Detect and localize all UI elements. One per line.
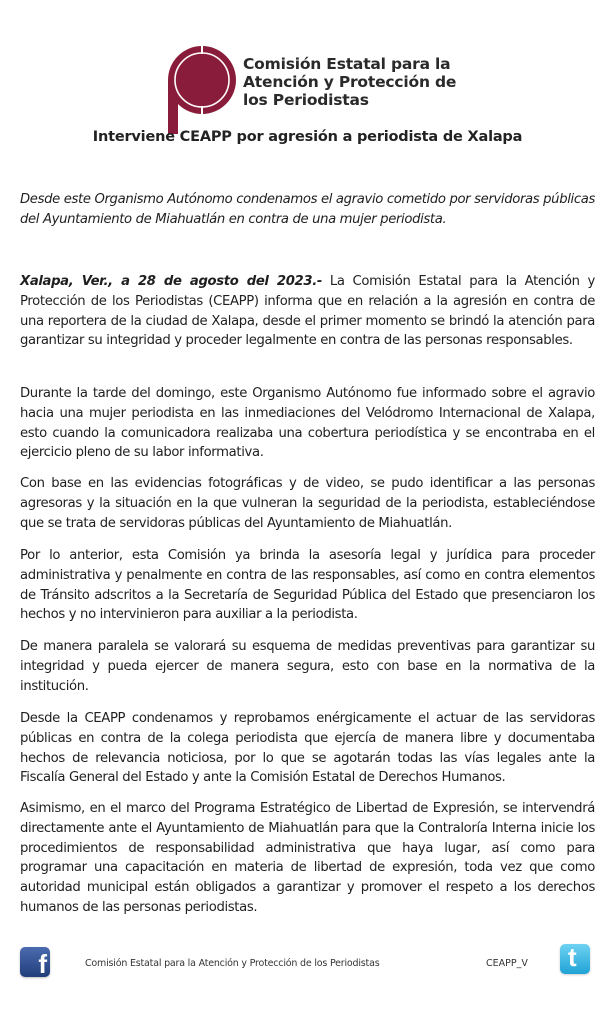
press-release-headline: Interviene CEAPP por agresión a periodista de Xalapa [92, 129, 523, 145]
twitter-icon[interactable] [560, 944, 590, 974]
facebook-glyph: f [38, 949, 47, 979]
paragraph: Desde la CEAPP condenamos y reprobamos enérgicamente el actuar de las servidoras públicas en contra de la colega periodista que ejercía de manera libre y documentaba hechos de relevancia noticiosa, por lo que se agotarán todas las vías legales ante la Fiscalía General del Estado y ante la Comisión Estatal de Derechos Humanos. [20, 711, 595, 786]
facebook-page-name: Comisión Estatal para la Atención y Protección de los Periodistas [85, 958, 380, 969]
org-name-line: los Periodistas [243, 91, 369, 109]
twitter-glyph: t [568, 942, 577, 972]
paragraph: De manera paralela se valorará su esquema de medidas preventivas para garantizar su integridad y pueda ejercer de manera segura, esto con base en la normativa de la institución. [20, 639, 595, 694]
paragraph-text: La Comisión Estatal para la Atención y Protección de los Periodistas (CEAPP) informa que en relación a la agresión en contra de una reportera de la ciudad de Xalapa, desde el primer momento se brindó la atención para garantizar su integridad y proceder legalmente en contra de las personas responsables. [20, 274, 595, 349]
org-name-line: Comisión Estatal para la [243, 55, 451, 73]
paragraph-dateline [20, 272, 595, 351]
facebook-icon[interactable] [20, 947, 50, 977]
organization-name [243, 55, 456, 109]
twitter-handle: CEAPP_V [486, 958, 528, 969]
dateline: Xalapa, Ver., a 28 de agosto del 2023.- [20, 274, 322, 289]
org-name-line: Atención y Protección de [243, 73, 457, 91]
lead-paragraph: Desde este Organismo Autónomo condenamos el agravio cometido por servidoras públicas del Ayuntamiento de Miahuatlán en contra de una mujer periodista. [20, 192, 595, 227]
paragraph: Por lo anterior, esta Comisión ya brinda la asesoría legal y jurídica para proceder administrativa y penalmente en contra de las responsables, así como en contra elementos de Tránsito adscritos a la Secretaría de Seguridad Pública del Estado que presenciaron los hechos y no intervinieron para auxiliar a la periodista. [20, 548, 595, 623]
paragraph: Durante la tarde del domingo, este Organismo Autónomo fue informado sobre el agravio hacia una mujer periodista en las inmediaciones del Velódromo Internacional de Xalapa, esto cuando la comunicadora realizaba una cobertura periodística y se encontraba en el ejercicio pleno de su labor informativa. [20, 386, 595, 461]
ceapp-logo-icon [166, 44, 236, 134]
paragraph: Con base en las evidencias fotográficas y de video, se pudo identificar a las personas agresoras y la situación en la que vulneran la seguridad de la periodista, estableciéndose que se trata de servidoras públicas del Ayuntamiento de Miahuatlán. [20, 476, 595, 531]
paragraph: Asimismo, en el marco del Programa Estratégico de Libertad de Expresión, se intervendrá directamente ante el Ayuntamiento de Miahuatlán para que la Contraloría Interna inicie los procedimientos de responsabilidad administrativa que haya lugar, así como para programar una capacitación en materia de libertad de expresión, toda vez que como autoridad municipal están obligados a garantizar y promover el respeto a los derechos humanos de las personas periodistas. [20, 801, 595, 915]
footer [0, 940, 615, 985]
